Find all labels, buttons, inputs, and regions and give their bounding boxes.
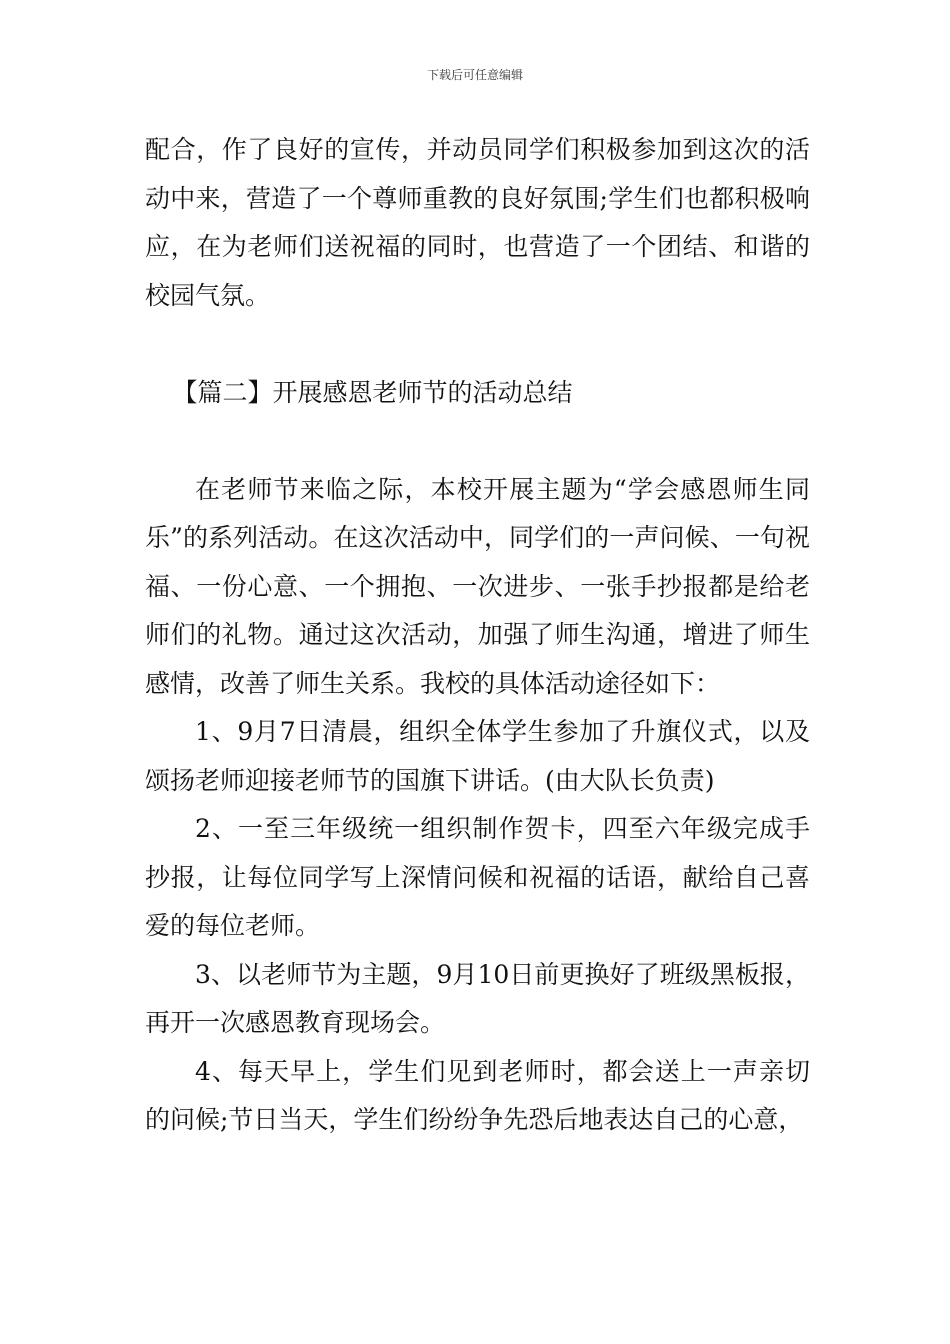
section-title: 【篇二】开展感恩老师节的活动总结 <box>172 377 573 407</box>
list-item-1: 1、9月7日清晨，组织全体学生参加了升旗仪式，以及颂扬老师迎接老师节的国旗下讲话。(由大队长负责) <box>145 717 810 795</box>
paragraph-intro: 在老师节来临之际，本校开展主题为“学会感恩师生同乐”的系列活动。在这次活动中，同学们的一声问候、一句祝福、一份心意、一个拥抱、一次进步、一张手抄报都是给老师们的礼物。通过这次活动，加强了师生沟通，增进了师生感情，改善了师生关系。我校的具体活动途径如下： <box>145 474 810 698</box>
list-item-2: 2、一至三年级统一组织制作贺卡，四至六年级完成手抄报，让每位同学写上深情问候和祝福的话语，献给自己喜爱的每位老师。 <box>145 814 810 940</box>
list-item-4: 4、每天早上，学生们见到老师时，都会送上一声亲切的问候;节日当天，学生们纷纷争先恐后地表达自己的心意， <box>145 1056 810 1134</box>
document-body <box>145 126 810 1145</box>
paragraph-continued: 配合，作了良好的宣传，并动员同学们积极参加到这次的活动中来，营造了一个尊师重教的良好氛围;学生们也都积极响应，在为老师们送祝福的同时，也营造了一个团结、和谐的校园气氛。 <box>145 135 810 310</box>
spacer <box>145 417 810 466</box>
spacer <box>145 320 810 369</box>
header-note: 下载后可任意编辑 <box>426 68 523 82</box>
list-item-3: 3、以老师节为主题，9月10日前更换好了班级黑板报，再开一次感恩教育现场会。 <box>145 959 810 1037</box>
